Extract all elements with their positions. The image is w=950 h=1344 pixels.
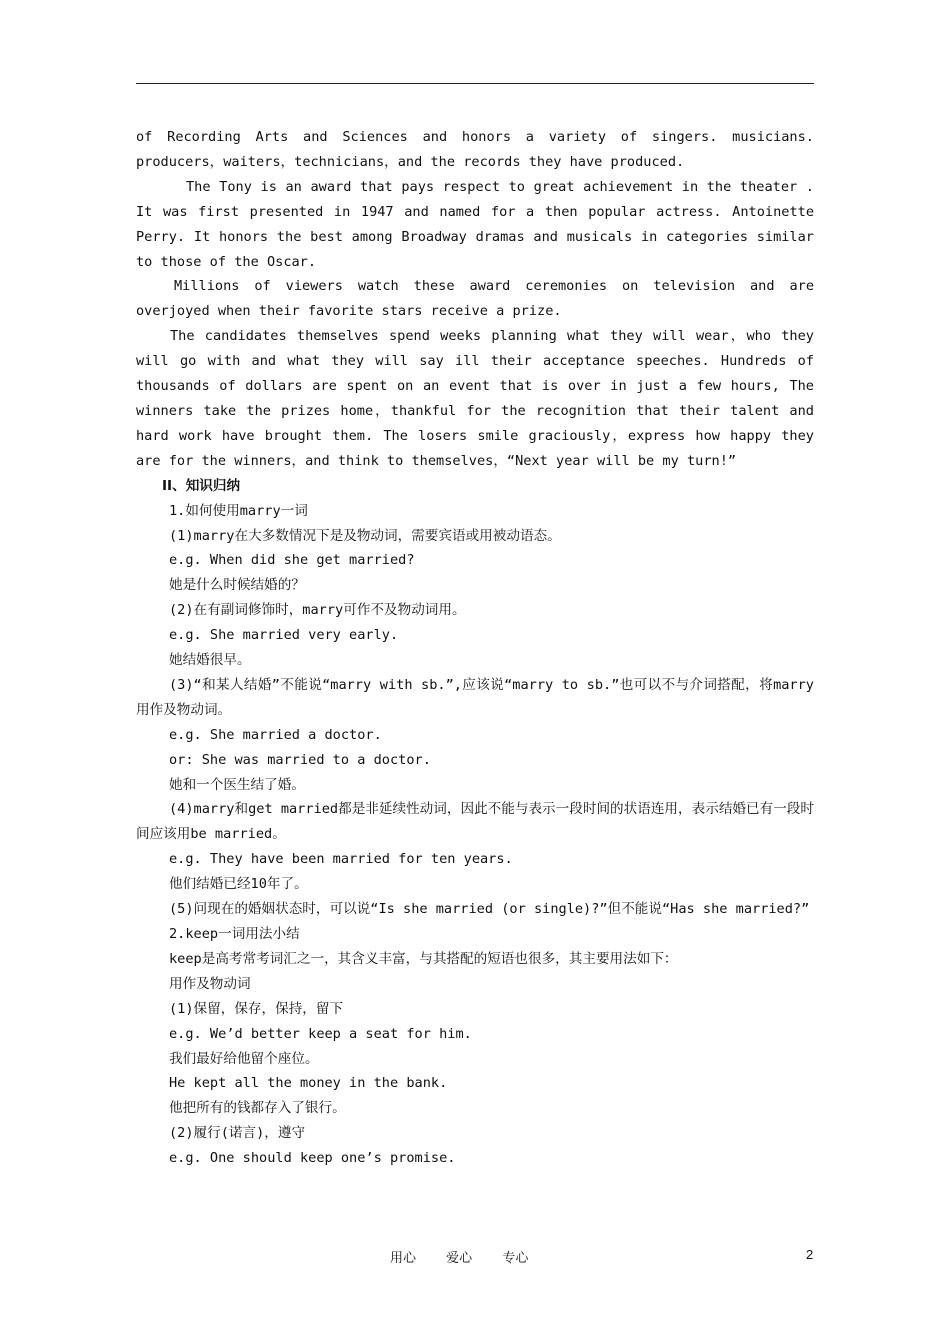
keep-transitive-heading: 用作及物动词: [169, 975, 251, 992]
marry-point-1-example: e.g. When did she get married?: [169, 552, 415, 569]
marry-point-2-translation: 她结婚很早。: [169, 652, 251, 669]
keep-title: 2.keep一词用法小结: [169, 926, 300, 942]
marry-point-3-translation: 她和一个医生结了婚。: [169, 776, 305, 793]
marry-point-3-alternative: or: She was married to a doctor.: [169, 751, 431, 768]
header-rule: [136, 83, 814, 84]
keep-point-1: (1)保留，保存，保持，留下: [169, 1000, 344, 1017]
marry-point-3: (3)“和某人结婚”不能说“marry with sb.”,应该说“marry to sb.”也可以不与介词搭配，将marry用作及物动词。: [136, 676, 814, 718]
marry-point-1: (1)marry在大多数情况下是及物动词，需要宾语或用被动语态。: [169, 527, 561, 544]
document-body: [136, 125, 814, 1171]
paragraph-tony: The Tony is an award that pays respect to great achievement in the theater . It was first presented in 1947 and named for a then popular actress. Antoinette Perry. It honors the best among Broadway dramas and musicals in categories similar to those of the Oscar.: [136, 178, 814, 270]
footer-word-2: 爱心: [446, 1251, 473, 1266]
marry-point-1-translation: 她是什么时候结婚的？: [169, 577, 305, 594]
footer-word-1: 用心: [390, 1251, 417, 1266]
section-heading: II、知识归纳: [162, 477, 241, 494]
marry-point-4: (4)marry和get married都是非延续性动词，因此不能与表示一段时间的状语连用，表示结婚已有一段时间应该用be married。: [136, 801, 814, 843]
paragraph-grammy-continued: of Recording Arts and Sciences and honors a variety of singers. musicians. producers，waiters，technicians，and the records they have produced.: [136, 129, 814, 170]
marry-point-3-example: e.g. She married a doctor.: [169, 726, 382, 743]
paragraph-viewers: Millions of viewers watch these award ceremonies on television and are overjoyed when their favorite stars receive a prize.: [136, 278, 814, 320]
keep-point-2-example: e.g. One should keep one’s promise.: [169, 1150, 456, 1167]
marry-point-4-example: e.g. They have been married for ten years.: [169, 851, 513, 868]
page-number: 2: [806, 1247, 814, 1262]
footer-word-3: 专心: [502, 1251, 529, 1266]
keep-intro: keep是高考常考词汇之一，其含义丰富，与其搭配的短语也很多，其主要用法如下：: [169, 950, 678, 967]
keep-point-1-example-2: He kept all the money in the bank.: [169, 1075, 448, 1092]
footer-motto: [390, 1247, 554, 1266]
marry-title: 1.如何使用marry一词: [169, 502, 308, 519]
marry-point-2-example: e.g. She married very early.: [169, 627, 399, 644]
marry-point-5: (5)问现在的婚姻状态时，可以说“Is she married (or single)?”但不能说“Has she married?”: [169, 901, 810, 918]
keep-point-2: (2)履行(诺言)，遵守: [169, 1125, 306, 1142]
marry-point-2: (2)在有副词修饰时，marry可作不及物动词用。: [169, 602, 466, 619]
marry-point-4-translation: 他们结婚已经10年了。: [169, 876, 308, 893]
keep-point-1-translation: 我们最好给他留个座位。: [169, 1050, 319, 1067]
paragraph-candidates: The candidates themselves spend weeks planning what they will wear，who they will go with and what they will say ill their acceptance speeches. Hundreds of thousands of dollars are spent on an event that is over in just a few hours, The winners take the prizes home，thankful for the recognition that their talent and hard work have brought them. The losers smile graciously，express how happy they are for the winners，and think to themselves，“Next year will be my turn!”: [136, 328, 814, 469]
keep-point-1-example: e.g. We’d better keep a seat for him.: [169, 1025, 472, 1042]
keep-point-1-translation-2: 他把所有的钱都存入了银行。: [169, 1100, 346, 1117]
